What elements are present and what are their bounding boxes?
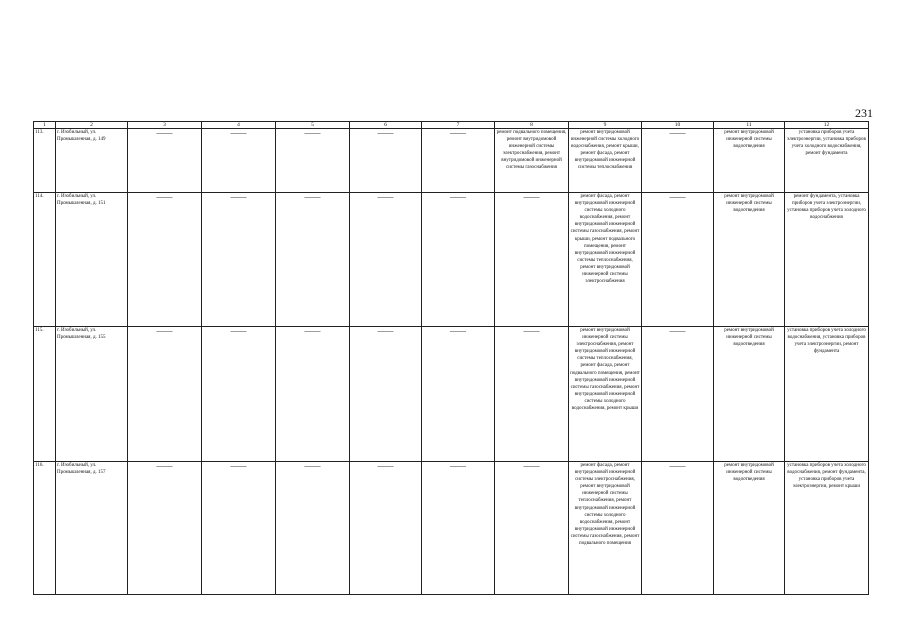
dash-mark: —— (156, 192, 173, 201)
dash-mark: —— (156, 461, 173, 470)
dash-mark: —— (669, 192, 686, 201)
dash-mark: —— (304, 326, 321, 335)
dash-mark: —— (450, 326, 466, 335)
row-number: 114. (34, 193, 56, 327)
empty-dash (128, 462, 202, 595)
empty-dash (202, 129, 276, 193)
repair-schedule-table (33, 121, 869, 595)
column-number: 4 (202, 122, 276, 129)
empty-dash (276, 129, 350, 193)
dash-mark: —— (304, 192, 321, 201)
column-number: 6 (350, 122, 422, 129)
work-cell-col9: ремонт фасада, ремонт внутридомовой инженерной системы холодного водоснабжения, ремонт внутридомовой инженерной системы газоснабжения, ремонт крыши, ремонт подвального помещения, ремонт внутридомовой инженерной системы теплоснабжения, ремонт внутридомовой инженерной системы электроснабжения (569, 193, 642, 327)
empty-dash (202, 462, 276, 595)
dash-mark: —— (377, 128, 394, 137)
dash-mark: —— (156, 128, 173, 137)
empty-dash (276, 327, 350, 462)
work-cell-col11: ремонт внутридомовой инженерной системы водоотведения (714, 327, 785, 462)
empty-dash (350, 193, 422, 327)
dash-mark: —— (669, 461, 686, 470)
column-number: 11 (714, 122, 785, 129)
dash-mark: —— (523, 192, 540, 201)
column-number: 7 (422, 122, 495, 129)
empty-dash (202, 327, 276, 462)
work-cell-col9: ремонт внутридомовой инженерной системы электроснабжения, ремонт внутридомовой инженерной системы теплоснабжения, ремонт фасада, ремонт подвального помещения, ремонт внутридомовой инженерной системы газоснабжения, ремонт внутридомовой инженерной системы холодного водоснабжения, ремонт крыши (569, 327, 642, 462)
dash-mark: —— (669, 128, 686, 137)
row-address: г. Изобильный, ул. Промышленная, д. 155 (56, 327, 128, 462)
empty-dash (128, 129, 202, 193)
empty-dash (642, 327, 714, 462)
empty-dash (495, 462, 569, 595)
work-cell-col12: установка приборов учета холодного водоснабжения, ремонт фундамента, установка приборов учета электроэнергии, ремонт крыши (785, 462, 869, 595)
work-cell-col8: ремонт подвального помещения, ремонт внутридомовой инженерной системы электроснабжения, ремонт внутридомовой инженерной системы газоснабжения (495, 129, 569, 193)
empty-dash (495, 193, 569, 327)
dash-mark: —— (304, 128, 321, 137)
dash-mark: —— (377, 326, 394, 335)
column-number: 5 (276, 122, 350, 129)
row-number: 116. (34, 462, 56, 595)
empty-dash (642, 129, 714, 193)
dash-mark: —— (377, 461, 394, 470)
dash-mark: —— (669, 326, 686, 335)
empty-dash (276, 462, 350, 595)
empty-dash (128, 193, 202, 327)
column-number: 3 (128, 122, 202, 129)
empty-dash (422, 193, 495, 327)
dash-mark: —— (450, 128, 466, 137)
dash-mark: —— (230, 326, 247, 335)
dash-mark: —— (523, 461, 540, 470)
column-number: 2 (56, 122, 128, 129)
empty-dash (642, 462, 714, 595)
empty-dash (422, 462, 495, 595)
empty-dash (350, 129, 422, 193)
table-row (34, 327, 869, 462)
page-number: 231 (855, 106, 873, 120)
empty-dash (202, 193, 276, 327)
work-cell-col11: ремонт внутридомовой инженерной системы водоотведения (714, 193, 785, 327)
dash-mark: —— (377, 192, 394, 201)
row-address: г. Изобильный, ул. Промышленная, д. 151 (56, 193, 128, 327)
work-cell-col11: ремонт внутридомовой инженерной системы водоотведения (714, 462, 785, 595)
work-cell-col9: ремонт внутридомовой инженерной системы холодного водоснабжения, ремонт крыши, ремонт фасада, ремонт внутридомовой инженерной системы теплоснабжения (569, 129, 642, 193)
empty-dash (495, 327, 569, 462)
dash-mark: —— (304, 461, 321, 470)
empty-dash (350, 462, 422, 595)
row-address: г. Изобильный, ул. Промышленная, д. 149 (56, 129, 128, 193)
work-cell-col9: ремонт фасада, ремонт внутридомовой инженерной системы электроснабжения, ремонт внутридомовой инженерной системы теплоснабжения, ремонт внутридомовой инженерной системы холодного водоснабжения, ремонт внутридомовой инженерной системы газоснабжения, ремонт подвального помещения (569, 462, 642, 595)
empty-dash (422, 129, 495, 193)
work-cell-col12: установка приборов учета электроэнергии, установка приборов учета холодного водоснабжения, ремонт фундамента (785, 129, 869, 193)
dash-mark: —— (230, 192, 247, 201)
table-row (34, 193, 869, 327)
work-cell-col12: установка приборов учета холодного водоснабжения, установка приборов учета электроэнергии, ремонт фундамента (785, 327, 869, 462)
dash-mark: —— (230, 128, 247, 137)
column-numbers-row (34, 122, 869, 129)
dash-mark: —— (156, 326, 173, 335)
empty-dash (276, 193, 350, 327)
work-cell-col12: ремонт фундамента, установка приборов учета электроэнергии, установка приборов учета холодного водоснабжения (785, 193, 869, 327)
column-number: 10 (642, 122, 714, 129)
empty-dash (350, 327, 422, 462)
column-number: 9 (569, 122, 642, 129)
column-number: 1 (34, 122, 56, 129)
column-number: 8 (495, 122, 569, 129)
dash-mark: —— (450, 192, 466, 201)
row-number: 113. (34, 129, 56, 193)
row-address: г. Изобильный, ул. Промышленная, д. 157 (56, 462, 128, 595)
empty-dash (128, 327, 202, 462)
dash-mark: —— (230, 461, 247, 470)
dash-mark: —— (523, 326, 540, 335)
empty-dash (422, 327, 495, 462)
column-number: 12 (785, 122, 869, 129)
work-cell-col11: ремонт внутридомовой инженерной системы водоотведения (714, 129, 785, 193)
row-number: 115. (34, 327, 56, 462)
empty-dash (642, 193, 714, 327)
table-row (34, 129, 869, 193)
table-row (34, 462, 869, 595)
dash-mark: —— (450, 461, 466, 470)
